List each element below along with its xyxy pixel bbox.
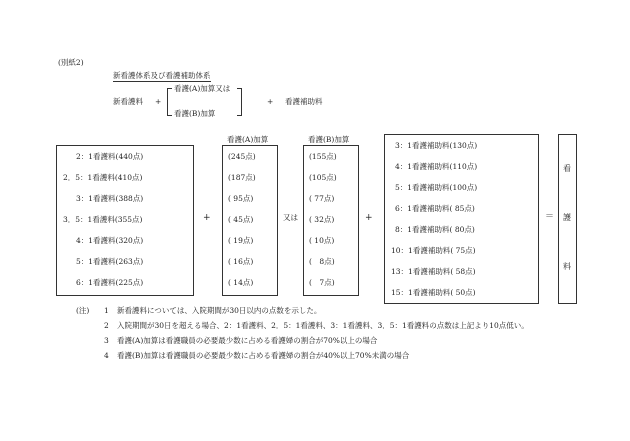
note-text: 入院期間が30日を超える場合、2：1看護料、2．5：1看護料、3：1看護料、3．5：1看護料の点数は上記より10点低い。	[117, 321, 529, 330]
nursing-fee-item: 2：1看護料(440点)	[76, 152, 144, 161]
assistant-fee-item: 4：1看護補助料(110点)	[395, 162, 478, 171]
result-char: 看	[563, 164, 571, 173]
b-addition-item: ( 77点)	[309, 194, 335, 203]
b-addition-item: ( 7点)	[309, 278, 335, 287]
notes-label: (注)	[76, 306, 90, 315]
a-addition-item: (187点)	[228, 173, 256, 182]
assistant-fee-item: 10：1看護補助料( 75点)	[391, 246, 476, 255]
nursing-fee-item: 3．5：1看護料(355点)	[63, 215, 143, 224]
a-addition-item: (245点)	[228, 152, 256, 161]
operator-equals: ＝	[545, 212, 555, 222]
formula-assistant-fee: 看護補助料	[285, 97, 323, 106]
b-addition-item: (105点)	[309, 173, 337, 182]
formula-option-b: 看護(B)加算	[174, 109, 216, 118]
assistant-fee-item: 8：1看護補助料( 80点)	[395, 225, 475, 234]
a-addition-heading: 看護(A)加算	[227, 135, 269, 144]
a-addition-item: ( 95点)	[228, 194, 254, 203]
note-text: 看護(A)加算は看護職員の必要最少数に占める看護婦の割合が70%以上の場合	[117, 336, 378, 345]
b-addition-item: ( 32点)	[309, 215, 335, 224]
formula-left-bracket	[167, 88, 172, 116]
assistant-fee-item: 6：1看護補助料( 85点)	[395, 204, 475, 213]
assistant-fee-item: 15：1看護補助料( 50点)	[391, 288, 476, 297]
note-number: 1	[104, 306, 109, 315]
note-number: 3	[104, 336, 109, 345]
b-addition-item: ( 10点)	[309, 236, 335, 245]
page-title: 新看護体系及び看護補助体系	[113, 71, 211, 80]
a-addition-box	[222, 145, 278, 296]
assistant-fee-box	[384, 134, 539, 304]
formula-right-bracket	[237, 88, 242, 116]
b-addition-item: (155点)	[309, 152, 337, 161]
nursing-fee-item: 5：1看護料(263点)	[76, 257, 144, 266]
formula-new-nursing-fee: 新看護料	[113, 97, 143, 106]
assistant-fee-item: 5：1看護補助料(100点)	[395, 183, 478, 192]
assistant-fee-item: 13：1看護補助料( 58点)	[391, 267, 476, 276]
operator-or: 又は	[283, 213, 298, 222]
note-text: 看護(B)加算は看護職員の必要最少数に占める看護婦の割合が40%以上70%未満の場合	[117, 351, 410, 360]
formula-plus-2: +	[267, 97, 274, 106]
operator-plus-a: +	[203, 213, 211, 223]
nursing-fee-item: 6：1看護料(225点)	[76, 278, 144, 287]
formula-option-a: 看護(A)加算又は	[174, 84, 231, 93]
a-addition-item: ( 45点)	[228, 215, 254, 224]
note-text: 新看護料については、入院期間が30日以内の点数を示した。	[117, 306, 322, 315]
nursing-fee-item: 2．5：1看護料(410点)	[63, 173, 143, 182]
a-addition-item: ( 19点)	[228, 236, 254, 245]
nursing-fee-item: 4：1看護料(320点)	[76, 236, 144, 245]
formula-plus-1: +	[155, 97, 162, 106]
a-addition-item: ( 14点)	[228, 278, 254, 287]
nursing-fee-box	[56, 145, 194, 296]
b-addition-box	[303, 145, 359, 296]
note-number: 2	[104, 321, 109, 330]
assistant-fee-item: 3：1看護補助料(130点)	[395, 141, 478, 150]
result-char: 護	[563, 213, 571, 222]
operator-plus-b: +	[365, 213, 373, 223]
b-addition-heading: 看護(B)加算	[308, 135, 350, 144]
b-addition-item: ( 8点)	[309, 257, 335, 266]
result-char: 料	[563, 262, 571, 271]
a-addition-item: ( 16点)	[228, 257, 254, 266]
result-box	[558, 134, 577, 304]
note-number: 4	[104, 351, 109, 360]
nursing-fee-item: 3：1看護料(388点)	[76, 194, 144, 203]
attachment-label: (別紙2)	[58, 58, 84, 67]
